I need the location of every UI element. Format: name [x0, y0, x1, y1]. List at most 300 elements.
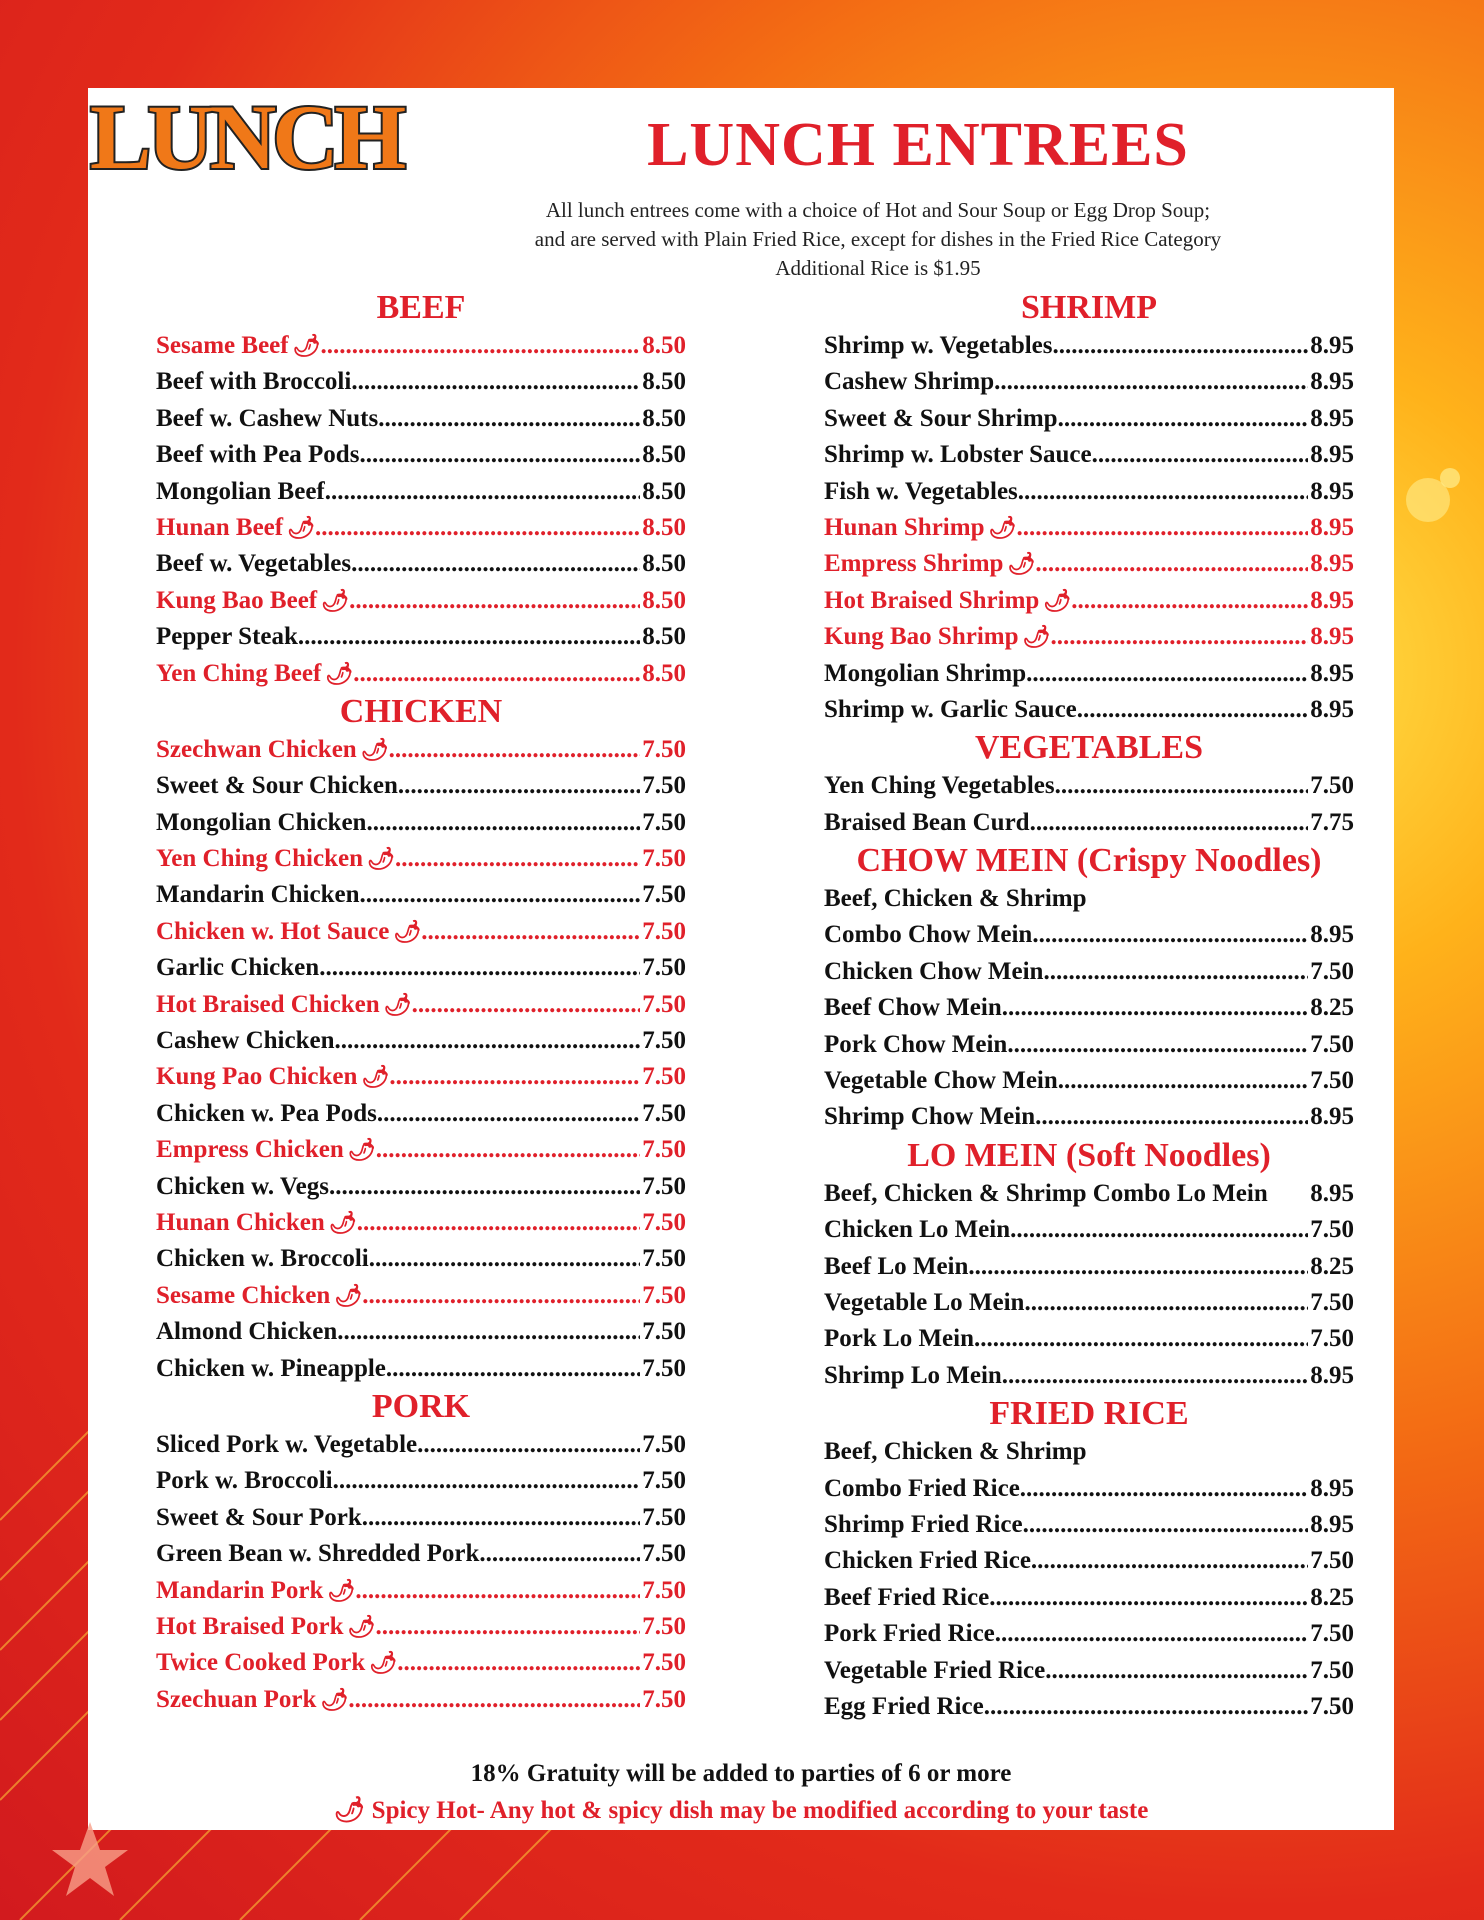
item-name: Shrimp Chow Mein: [824, 1103, 1036, 1131]
dot-leader: [389, 1059, 640, 1095]
item-name: Sweet & Sour Pork: [156, 1503, 362, 1531]
section-sublabel: Beef, Chicken & Shrimp: [824, 885, 1087, 913]
dot-leader: [397, 1645, 640, 1681]
menu-item: [824, 1099, 1354, 1135]
dot-leader: [1030, 805, 1309, 841]
menu-item: [824, 1249, 1354, 1285]
item-name: Hunan Beef: [156, 513, 284, 541]
section-title: CHOW MEIN (Crispy Noodles): [856, 842, 1322, 880]
item-price: 8.95: [1310, 586, 1354, 614]
menu-item: [824, 364, 1354, 400]
page-title: LUNCH ENTREES: [647, 111, 1189, 179]
item-price: 8.95: [1310, 623, 1354, 651]
menu-item: [156, 987, 686, 1023]
item-name: Chicken Chow Mein: [824, 957, 1044, 985]
section-title: SHRIMP: [1021, 289, 1157, 326]
chili-pepper-icon: 🌶: [287, 514, 316, 540]
menu-item: [824, 583, 1354, 619]
item-name: Vegetable Fried Rice: [824, 1656, 1046, 1684]
item-price: 8.95: [1310, 1510, 1354, 1538]
menu-item: [156, 732, 686, 768]
item-price: 7.50: [642, 1685, 686, 1713]
dot-leader: [298, 619, 640, 655]
menu-item: [156, 474, 686, 510]
section-title: BEEF: [376, 289, 466, 326]
item-price: 7.50: [642, 1430, 686, 1458]
dot-leader: [1055, 768, 1309, 804]
chili-pepper-icon: 🌶: [292, 333, 321, 358]
section-title: FRIED RICE: [989, 1395, 1189, 1433]
item-name: Hot Braised Pork: [156, 1612, 344, 1640]
dot-leader: [366, 805, 640, 841]
chili-pepper-icon: 🌶: [334, 1282, 363, 1308]
menu-item: [156, 1536, 686, 1572]
menu-item: [156, 619, 686, 655]
dot-leader: [357, 1205, 641, 1241]
menu-item: [156, 805, 686, 841]
item-price: 7.50: [642, 881, 686, 909]
item-price: 8.95: [1310, 513, 1354, 541]
menu-item: [824, 437, 1354, 473]
item-name: Sweet & Sour Shrimp: [824, 404, 1058, 432]
item-name: Combo Chow Mein: [824, 921, 1033, 949]
dot-leader: [1035, 1099, 1308, 1135]
item-name: Chicken w. Vegs: [156, 1172, 329, 1200]
menu-item: [824, 1212, 1354, 1248]
item-name: Szechuan Pork: [156, 1685, 317, 1713]
item-name: Hunan Shrimp: [824, 513, 985, 541]
item-name: Chicken w. Pineapple: [156, 1354, 386, 1382]
chili-pepper-icon: 🌶: [1022, 624, 1051, 650]
dot-leader: [974, 1321, 1308, 1357]
item-price: 8.50: [642, 623, 686, 651]
item-price: 7.50: [642, 845, 686, 873]
menu-panel: [88, 88, 1394, 1830]
item-price: 8.50: [642, 513, 686, 541]
item-price: 7.50: [642, 772, 686, 800]
dot-leader: [417, 1427, 640, 1463]
item-price: 8.50: [642, 550, 686, 578]
menu-item: [824, 510, 1354, 546]
dot-leader: [337, 1314, 640, 1350]
chili-pepper-icon: 🌶: [393, 918, 422, 944]
chili-pepper-icon: 🌶: [1043, 587, 1072, 613]
chili-pepper-icon: 🌶: [361, 1064, 390, 1090]
item-price: 7.50: [642, 1027, 686, 1055]
spicy-note: [88, 1796, 1394, 1825]
dot-leader: [1058, 401, 1309, 437]
item-price: 7.50: [642, 1172, 686, 1200]
menu-item: [824, 1176, 1354, 1212]
item-name: Egg Fried Rice: [824, 1692, 984, 1720]
dot-leader: [348, 1682, 640, 1718]
item-price: 8.50: [642, 368, 686, 396]
item-price: 7.50: [642, 1467, 686, 1495]
dot-leader: [1002, 990, 1309, 1026]
item-name: Green Bean w. Shredded Pork: [156, 1540, 480, 1568]
dot-leader: [376, 1132, 641, 1168]
item-name: Shrimp Fried Rice: [824, 1510, 1023, 1538]
item-name: Kung Bao Shrimp: [824, 623, 1019, 651]
item-name: Empress Chicken: [156, 1136, 344, 1164]
dot-leader: [389, 732, 641, 768]
item-price: 7.50: [642, 1649, 686, 1677]
dot-leader: [1053, 328, 1309, 364]
item-price: 7.50: [1310, 772, 1354, 800]
item-name: Pepper Steak: [156, 623, 298, 651]
menu-item: [824, 1580, 1354, 1616]
item-name: Vegetable Lo Mein: [824, 1288, 1025, 1316]
item-name: Kung Bao Beef: [156, 586, 318, 614]
item-price: 7.50: [642, 1576, 686, 1604]
dot-leader: [1023, 1507, 1309, 1543]
menu-item: [156, 328, 686, 364]
menu-item: [156, 401, 686, 437]
item-name: Combo Fried Rice: [824, 1474, 1020, 1502]
item-name: Sliced Pork w. Vegetable: [156, 1430, 418, 1458]
dot-leader: [1077, 692, 1308, 728]
item-price: 7.50: [1310, 1325, 1354, 1353]
dot-leader: [1002, 1358, 1308, 1394]
dot-leader: [315, 510, 640, 546]
item-name: Twice Cooked Pork: [156, 1649, 366, 1677]
dot-leader: [1043, 954, 1308, 990]
intro-text: [328, 196, 1428, 283]
item-price: 7.50: [1310, 1692, 1354, 1720]
item-name: Yen Ching Chicken: [156, 845, 363, 873]
menu-item: [156, 1609, 686, 1645]
chili-pepper-icon: 🌶: [367, 846, 395, 872]
item-name: Beef Lo Mein: [824, 1252, 969, 1280]
dot-leader: [1058, 1063, 1308, 1099]
dot-leader: [362, 1278, 640, 1314]
item-price: 8.50: [642, 659, 686, 687]
menu-item: [156, 1278, 686, 1314]
right-column: [824, 288, 1354, 1725]
dot-leader: [351, 546, 640, 582]
item-price: 8.95: [1310, 659, 1354, 687]
item-name: Yen Ching Vegetables: [824, 772, 1055, 800]
item-price: 8.25: [1310, 1583, 1354, 1611]
item-price: 8.95: [1310, 1474, 1354, 1502]
item-name: Almond Chicken: [156, 1318, 338, 1346]
menu-item: [824, 1543, 1354, 1579]
item-price: 7.50: [642, 735, 686, 763]
menu-item: [156, 1682, 686, 1718]
menu-item: [156, 877, 686, 913]
item-name: Pork Chow Mein: [824, 1030, 1008, 1058]
item-price: 7.50: [642, 1245, 686, 1273]
item-name: Beef with Broccoli: [156, 368, 352, 396]
menu-item: [824, 328, 1354, 364]
item-price: 7.50: [1310, 957, 1354, 985]
item-name: Mongolian Chicken: [156, 808, 367, 836]
dot-leader: [351, 364, 640, 400]
item-price: 7.50: [1310, 1067, 1354, 1095]
intro-line: All lunch entrees come with a choice of Hot and Sour Soup or Egg Drop Soup;: [545, 198, 1211, 222]
chili-pepper-icon: 🌶: [1007, 551, 1036, 577]
dot-leader: [1026, 656, 1308, 692]
menu-item: [824, 474, 1354, 510]
item-price: 7.50: [1310, 1656, 1354, 1684]
item-price: 7.50: [642, 954, 686, 982]
item-price: 8.95: [1310, 921, 1354, 949]
dot-leader: [329, 1169, 640, 1205]
item-price: 8.50: [642, 332, 686, 359]
dot-leader: [395, 841, 640, 877]
dot-leader: [1007, 1027, 1308, 1063]
item-name: Empress Shrimp: [824, 550, 1004, 578]
item-name: Pork Fried Rice: [824, 1620, 995, 1648]
item-price: 7.50: [642, 990, 686, 1018]
dot-leader: [386, 1351, 640, 1387]
menu-item: [156, 1573, 686, 1609]
item-price: 7.50: [642, 1281, 686, 1309]
item-name: Mandarin Chicken: [156, 881, 360, 909]
gratuity-note: 18% Gratuity will be added to parties of 6 or more: [470, 1760, 1012, 1787]
menu-item: [824, 401, 1354, 437]
dot-leader: [1024, 1285, 1308, 1321]
dot-leader: [369, 1241, 641, 1277]
menu-item: [156, 656, 686, 692]
left-column: [156, 288, 686, 1718]
chili-pepper-icon: 🌶: [369, 1650, 398, 1676]
menu-item: [156, 841, 686, 877]
section-title: VEGETABLES: [974, 729, 1203, 767]
item-name: Hot Braised Shrimp: [824, 586, 1040, 614]
menu-item: [824, 917, 1354, 953]
dot-leader: [1071, 583, 1308, 619]
dot-leader: [1020, 1471, 1308, 1507]
menu-item: [156, 510, 686, 546]
menu-item: [824, 1471, 1354, 1507]
item-price: 7.50: [642, 1503, 686, 1531]
dot-leader: [325, 474, 641, 510]
item-price: 7.50: [1310, 1030, 1354, 1058]
menu-item: [156, 914, 686, 950]
menu-item: [824, 1507, 1354, 1543]
dot-leader: [1092, 437, 1309, 473]
menu-item: [156, 1059, 686, 1095]
item-name: Fish w. Vegetables: [824, 477, 1018, 505]
menu-item: [156, 364, 686, 400]
item-price: 7.50: [1310, 1216, 1354, 1244]
item-price: 8.95: [1310, 1179, 1354, 1207]
menu-item: [824, 1358, 1354, 1394]
menu-item: [824, 656, 1354, 692]
menu-item: [156, 768, 686, 804]
lunch-logo: [88, 92, 448, 180]
item-name: Cashew Chicken: [156, 1027, 335, 1055]
item-price: 7.75: [1310, 808, 1354, 836]
item-price: 7.50: [642, 1612, 686, 1640]
menu-item: [156, 1241, 686, 1277]
item-price: 7.50: [642, 1136, 686, 1164]
menu-item: [156, 1169, 686, 1205]
dot-leader: [355, 1573, 640, 1609]
dot-leader: [1045, 1653, 1308, 1689]
item-name: Braised Bean Curd: [824, 808, 1030, 836]
item-name: Pork w. Broccoli: [156, 1467, 333, 1495]
chili-pepper-icon: 🌶: [328, 1209, 357, 1235]
menu-item: [824, 768, 1354, 804]
item-name: Vegetable Chow Mein: [824, 1067, 1058, 1095]
item-name: Hunan Chicken: [156, 1208, 325, 1236]
section-title: LO MEIN (Soft Noodles): [907, 1136, 1271, 1174]
dot-leader: [995, 1616, 1308, 1652]
dot-leader: [1050, 619, 1308, 655]
svg-text:LUNCH: LUNCH: [90, 92, 403, 180]
item-name: Pork Lo Mein: [824, 1325, 974, 1353]
chili-pepper-icon: 🌶: [325, 660, 354, 686]
item-name: Shrimp w. Garlic Sauce: [824, 695, 1077, 723]
menu-item: [156, 950, 686, 986]
dot-leader: [362, 1500, 640, 1536]
menu-item: [824, 1285, 1354, 1321]
item-price: 8.50: [642, 477, 686, 505]
item-name: Mandarin Pork: [156, 1576, 324, 1604]
dot-leader: [335, 1023, 641, 1059]
chili-pepper-icon: 🌶: [360, 736, 389, 762]
item-price: 8.25: [1310, 1252, 1354, 1280]
dot-leader: [333, 1463, 641, 1499]
dot-leader: [349, 583, 640, 619]
item-name: Beef w. Vegetables: [156, 550, 352, 578]
item-name: Sesame Chicken: [156, 1281, 331, 1309]
dot-leader: [1031, 1543, 1308, 1579]
item-price: 7.50: [642, 808, 686, 836]
item-name: Chicken Fried Rice: [824, 1547, 1031, 1575]
menu-item: [824, 954, 1354, 990]
dot-leader: [353, 656, 640, 692]
star-decoration: [50, 1820, 130, 1900]
item-name: Beef, Chicken & Shrimp Combo Lo Mein: [824, 1179, 1268, 1207]
menu-item: [824, 1689, 1354, 1725]
dot-leader: [984, 1689, 1309, 1725]
menu-item: [156, 437, 686, 473]
item-name: Beef Chow Mein: [824, 994, 1002, 1022]
item-price: 7.50: [642, 1063, 686, 1091]
dot-leader: [1032, 917, 1308, 953]
chili-pepper-icon: 🌶: [383, 991, 412, 1017]
menu-item: [156, 1205, 686, 1241]
item-name: Shrimp w. Vegetables: [824, 332, 1053, 359]
dot-leader: [360, 877, 641, 913]
item-name: Yen Ching Beef: [156, 659, 322, 687]
item-name: Cashew Shrimp: [824, 368, 995, 396]
chili-pepper-icon: 🌶: [321, 587, 350, 613]
item-price: 7.50: [642, 1354, 686, 1382]
item-name: Chicken w. Broccoli: [156, 1245, 369, 1273]
chili-pepper-icon: 🌶: [347, 1137, 376, 1163]
item-price: 8.95: [1310, 1361, 1354, 1389]
item-price: 8.95: [1310, 550, 1354, 578]
item-price: 7.50: [642, 1318, 686, 1346]
dot-leader: [994, 364, 1308, 400]
dot-leader: [421, 914, 640, 950]
dot-leader: [377, 1096, 640, 1132]
dot-leader: [1010, 1212, 1308, 1248]
chili-pepper-icon: 🌶: [333, 1797, 366, 1824]
item-price: 8.95: [1310, 404, 1354, 432]
menu-item: [824, 1027, 1354, 1063]
menu-item: [824, 1063, 1354, 1099]
item-price: 7.50: [1310, 1288, 1354, 1316]
item-price: 8.50: [642, 586, 686, 614]
dot-leader: [1035, 546, 1308, 582]
dot-leader: [319, 950, 640, 986]
menu-item: [156, 1023, 686, 1059]
chili-pepper-icon: 🌶: [988, 514, 1017, 540]
intro-line: Additional Rice is $1.95: [775, 256, 981, 280]
menu-item: [156, 1096, 686, 1132]
item-price: 7.50: [1310, 1620, 1354, 1648]
section-title: CHICKEN: [339, 692, 503, 730]
item-name: Sweet & Sour Chicken: [156, 772, 398, 800]
menu-item: [156, 1427, 686, 1463]
item-name: Shrimp Lo Mein: [824, 1361, 1002, 1389]
item-name: Szechwan Chicken: [156, 735, 357, 763]
item-price: 7.50: [1310, 1547, 1354, 1575]
item-price: 8.50: [642, 441, 686, 469]
dot-leader: [1018, 474, 1308, 510]
dot-leader: [398, 768, 640, 804]
menu-item: [156, 1463, 686, 1499]
item-price: 7.50: [642, 1208, 686, 1236]
intro-line: and are served with Plain Fried Rice, except for dishes in the Fried Rice Category: [534, 227, 1222, 251]
dot-leader: [375, 1609, 640, 1645]
menu-item: [824, 692, 1354, 728]
dot-leader: [359, 437, 640, 473]
item-price: 8.95: [1310, 368, 1354, 396]
item-name: Kung Pao Chicken: [156, 1063, 358, 1091]
item-price: 8.25: [1310, 994, 1354, 1022]
item-name: Chicken w. Hot Sauce: [156, 917, 390, 945]
item-price: 8.95: [1310, 441, 1354, 469]
item-name: Chicken Lo Mein: [824, 1216, 1011, 1244]
dot-leader: [479, 1536, 640, 1572]
menu-item: [156, 1500, 686, 1536]
item-name: Sesame Beef: [156, 332, 289, 359]
menu-item: [824, 619, 1354, 655]
item-name: Mongolian Shrimp: [824, 659, 1027, 687]
chili-pepper-icon: 🌶: [320, 1686, 349, 1712]
dot-leader: [968, 1249, 1308, 1285]
chili-pepper-icon: 🌶: [347, 1613, 376, 1639]
item-name: Garlic Chicken: [156, 954, 320, 982]
chili-pepper-icon: 🌶: [327, 1577, 356, 1603]
item-name: Beef Fried Rice: [824, 1583, 990, 1611]
menu-item: [156, 1351, 686, 1387]
menu-item: [824, 1653, 1354, 1689]
dot-leader: [321, 328, 641, 364]
item-price: 7.50: [642, 1540, 686, 1568]
item-price: 8.95: [1310, 695, 1354, 723]
item-price: 8.50: [642, 404, 686, 432]
item-price: 8.95: [1310, 1103, 1354, 1131]
menu-item: [156, 583, 686, 619]
dot-leader: [989, 1580, 1308, 1616]
item-price: 7.50: [642, 917, 686, 945]
menu-item: [156, 1314, 686, 1350]
item-price: 8.95: [1310, 332, 1354, 359]
menu-item: [824, 1616, 1354, 1652]
item-name: Shrimp w. Lobster Sauce: [824, 441, 1092, 469]
menu-item: [156, 1645, 686, 1681]
menu-item: [824, 805, 1354, 841]
item-price: 8.95: [1310, 477, 1354, 505]
menu-item: [824, 1321, 1354, 1357]
